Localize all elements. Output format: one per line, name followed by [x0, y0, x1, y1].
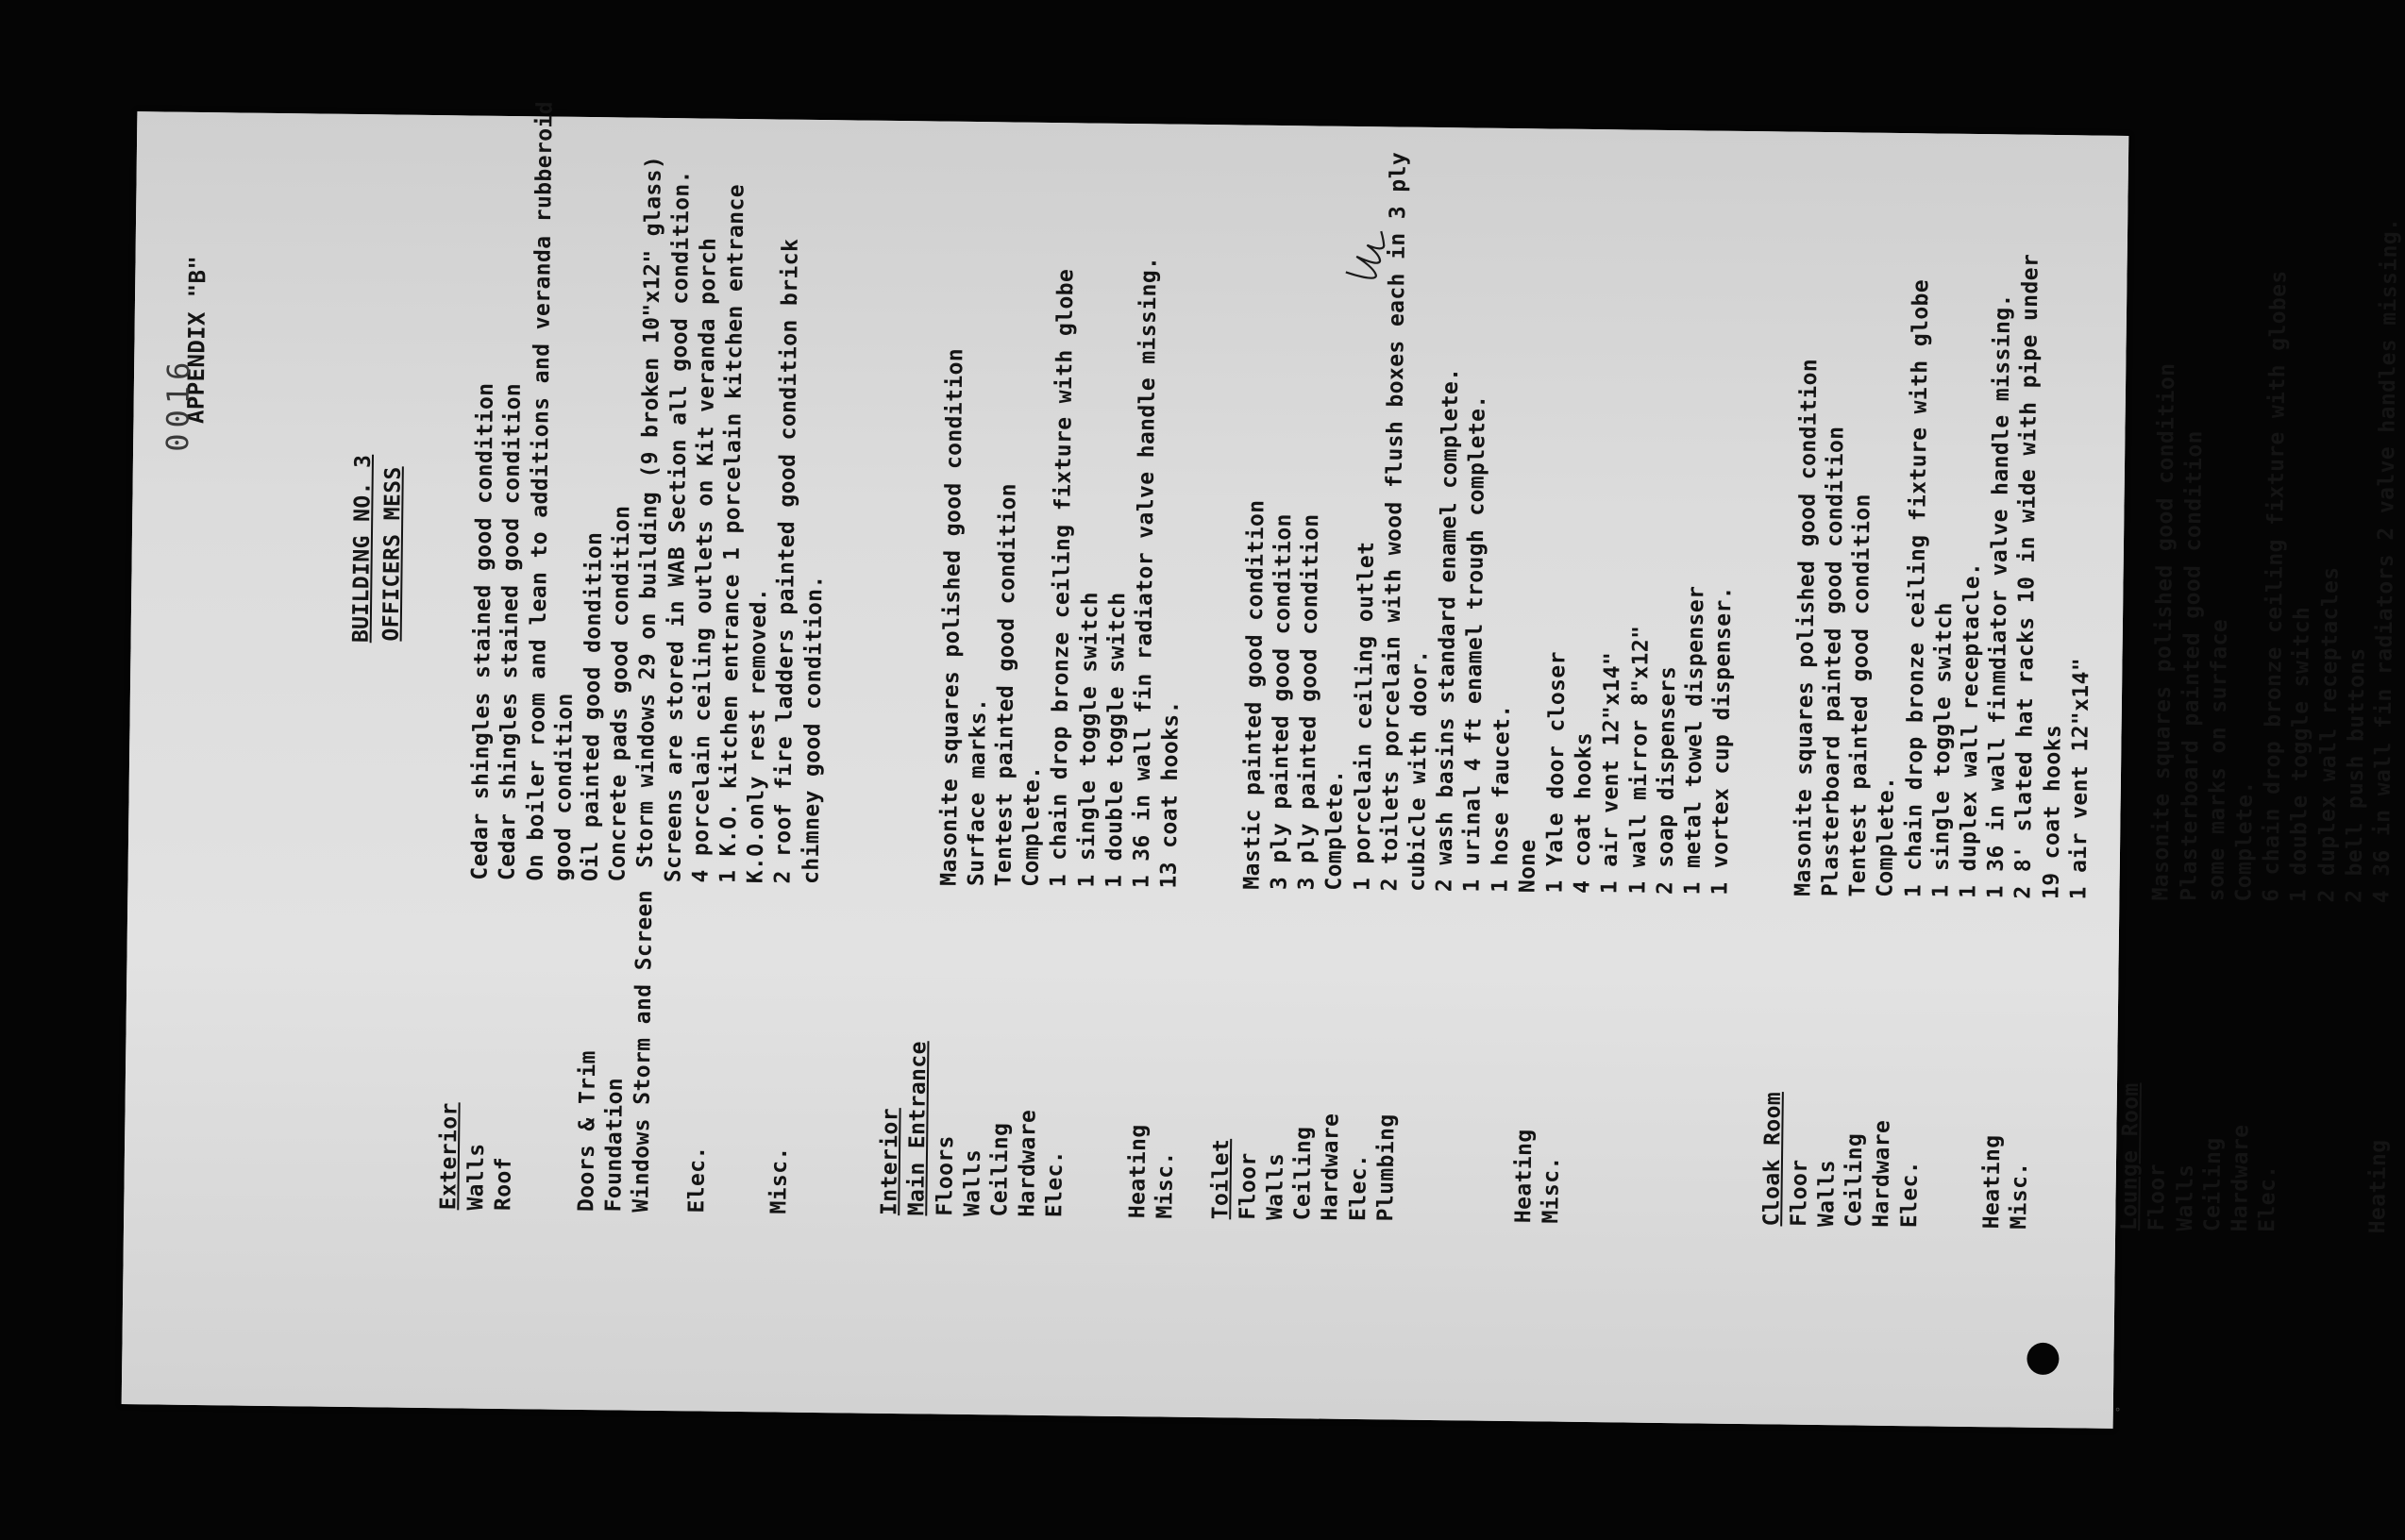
row-label: Elec.	[684, 1146, 710, 1214]
row-value: Complete.	[1018, 765, 1046, 887]
row-value: 1 hose faucet.	[1488, 704, 1515, 894]
row-value: Masonite squares polished good condition	[936, 347, 968, 886]
row-value: 3 ply painted good condition	[1267, 512, 1297, 891]
row-value: Storm windows 29 on building (9 broken 10"x12" glass)	[633, 155, 667, 868]
row-label: Floor	[2144, 1163, 2171, 1231]
row-label: Elec.	[1896, 1160, 1923, 1229]
row-value: 1 double toggle switch	[2286, 606, 2315, 903]
value-column	[122, 111, 138, 1404]
row-label: Hardware	[2228, 1124, 2254, 1232]
row-value: Complete.	[1873, 776, 1900, 898]
row-label: Heating	[1979, 1134, 2006, 1230]
row-value: 1 air vent 12"x14"	[2066, 657, 2094, 900]
row-value: 3 ply painted good condition	[1294, 513, 1324, 891]
section-header: Interior	[877, 1107, 903, 1216]
row-value: 1 air vent 12"x14"	[1597, 651, 1625, 895]
section-header: Lounge Room	[2117, 1082, 2144, 1231]
row-label: Heating	[1125, 1124, 1152, 1219]
row-value: 13 coat hooks.	[1156, 699, 1185, 889]
row-value: 1 metal towel dispenser	[1680, 585, 1709, 896]
row-label: Misc.	[766, 1147, 793, 1214]
row-value: Mastic painted good condition	[1239, 499, 1270, 890]
row-value: Surface marks.	[964, 697, 991, 887]
row-label: Hardware	[1318, 1113, 1344, 1221]
punch-hole	[2027, 1343, 2059, 1375]
row-label: Walls	[960, 1148, 985, 1217]
row-value: 1 single toggle switch	[1074, 591, 1102, 888]
row-label: Ceiling	[987, 1122, 1014, 1217]
row-value: 1 wall mirror 8"x12"	[1625, 625, 1654, 895]
row-label: Ceiling	[1290, 1126, 1317, 1221]
row-value: 2 roof fire ladders painted good condition brick	[770, 238, 804, 884]
row-value: 4 porcelain ceiling outlets on Kit veranda porch	[688, 237, 721, 883]
row-label: Walls	[1814, 1159, 1841, 1228]
row-label: Misc.	[1539, 1156, 1565, 1224]
row-label: Elec.	[1345, 1153, 1371, 1222]
row-value: 6 chain drop bronze ceiling fixture with globes	[2259, 270, 2292, 903]
row-value: good condition	[550, 693, 578, 881]
appendix-label: APPENDIX "B"	[182, 255, 211, 425]
row-value: 2 soap dispensers	[1653, 665, 1681, 896]
row-label: Elec.	[1042, 1149, 1068, 1218]
row-label: Misc.	[1152, 1151, 1179, 1219]
row-label: Walls	[2172, 1163, 2198, 1231]
row-value: 1 duplex wall receptacle.	[1956, 561, 1985, 899]
row-value: 1 vortex cup dispenser.	[1707, 585, 1737, 896]
row-label: Roof	[491, 1156, 517, 1212]
section-header: Cloak Room	[1758, 1091, 1786, 1227]
row-label: Plumbing	[1372, 1113, 1400, 1222]
row-value: some marks on surface	[2204, 618, 2232, 902]
row-value: Complete.	[2231, 780, 2258, 902]
row-value: 19 coat hooks	[2038, 724, 2066, 900]
row-value: 1 chain drop bronze ceiling fixture with globe	[1046, 268, 1079, 888]
row-value: K.O.only rest removed.	[743, 587, 772, 884]
section-header: Exterior	[436, 1102, 462, 1211]
row-value: 1 urinal 4 ft enamel trough complete.	[1459, 394, 1491, 893]
row-value: Masonite squares polished good condition	[1791, 358, 1823, 896]
page-number: 0016	[160, 356, 197, 452]
row-value: Cedar shingles stained good condition	[495, 382, 527, 881]
row-value: None	[1515, 839, 1540, 894]
row-value: 1 K.O. kitchen entrance 1 porcelain kitchen entrance	[715, 183, 749, 884]
row-value: 1 porcelain ceiling outlet	[1350, 541, 1379, 892]
row-label: Floor	[1235, 1152, 1261, 1220]
row-value: Plasterboard painted good condition	[2176, 430, 2208, 901]
row-value: chimney good condition.	[799, 575, 828, 885]
row-value: cubicle with door.	[1404, 649, 1433, 892]
row-value: 1 36 in wall finmdiator valve handle missing.	[1983, 293, 2016, 899]
row-value: Complete.	[1321, 769, 1349, 891]
row-label: Walls	[1263, 1152, 1289, 1221]
row-label: Heating	[2365, 1139, 2392, 1234]
row-value: Tentest painted good condition	[1845, 493, 1875, 897]
row-label: Windows Storm and Screen	[629, 889, 658, 1213]
row-value: 1 single toggle switch	[1928, 601, 1958, 898]
row-label: Walls	[463, 1143, 490, 1211]
document-page	[122, 100, 2403, 1429]
row-value: Plasterboard painted good condition	[1818, 426, 1849, 897]
row-value: Screens are stored in WAB Section all good condition.	[661, 169, 695, 883]
row-value: Cedar shingles stained good condition	[467, 382, 499, 880]
row-label: Floors	[932, 1135, 958, 1216]
row-value: Tentest painted good condition	[991, 482, 1021, 887]
corner-mark: °	[2114, 1406, 2122, 1419]
row-value: 4 36 in wall fin radiators 2 valve handles missing.	[2369, 217, 2403, 904]
row-value: Concrete pads good condition	[605, 505, 635, 882]
row-value: 4 coat hooks	[1570, 731, 1597, 895]
row-label: Floor	[1786, 1159, 1812, 1227]
row-value: 1 36 in wall fin radiator valve handle missing.	[1129, 256, 1162, 889]
row-label: Hardware	[1015, 1109, 1041, 1217]
row-label: Heating	[1510, 1129, 1538, 1224]
row-value: Masonite squares polished good condition	[2148, 362, 2180, 901]
row-value: 2 wash basins standard enamel complete.	[1432, 367, 1464, 893]
row-value: 2 8' slated hat racks 10 in wide with pipe under	[2010, 253, 2044, 899]
row-label: Foundation	[601, 1077, 629, 1213]
building-name: OFFICERS MESS	[378, 466, 406, 642]
section-header: Main Entrance	[904, 1040, 932, 1216]
building-number: BUILDING NO. 3	[348, 454, 377, 644]
row-value: On boiler room and lean to additions and veranda rubberoid	[523, 100, 558, 881]
row-label: Doors & Trim	[574, 1049, 601, 1213]
row-value: 1 double toggle switch	[1102, 592, 1131, 889]
row-label: Hardware	[1869, 1119, 1895, 1228]
row-value: Oil painted good dondition	[578, 531, 608, 882]
row-label: Ceiling	[2199, 1137, 2227, 1232]
row-label: Misc.	[2007, 1162, 2033, 1230]
row-label: Elec.	[2255, 1164, 2281, 1232]
row-value: 2 bell push buttons	[2342, 647, 2370, 904]
row-value: 2 toilets porcelain with wood flush boxes each in 3 ply	[1377, 151, 1411, 892]
row-label: Ceiling	[1842, 1132, 1868, 1228]
label-column	[122, 111, 138, 1404]
row-value: 2 duplex wall receptacles	[2313, 566, 2344, 903]
section-header: Toilet	[1207, 1138, 1234, 1220]
row-value: 1 Yale door closer	[1542, 650, 1571, 894]
row-value: 1 chain drop bronze ceiling fixture with globe	[1901, 278, 1934, 898]
